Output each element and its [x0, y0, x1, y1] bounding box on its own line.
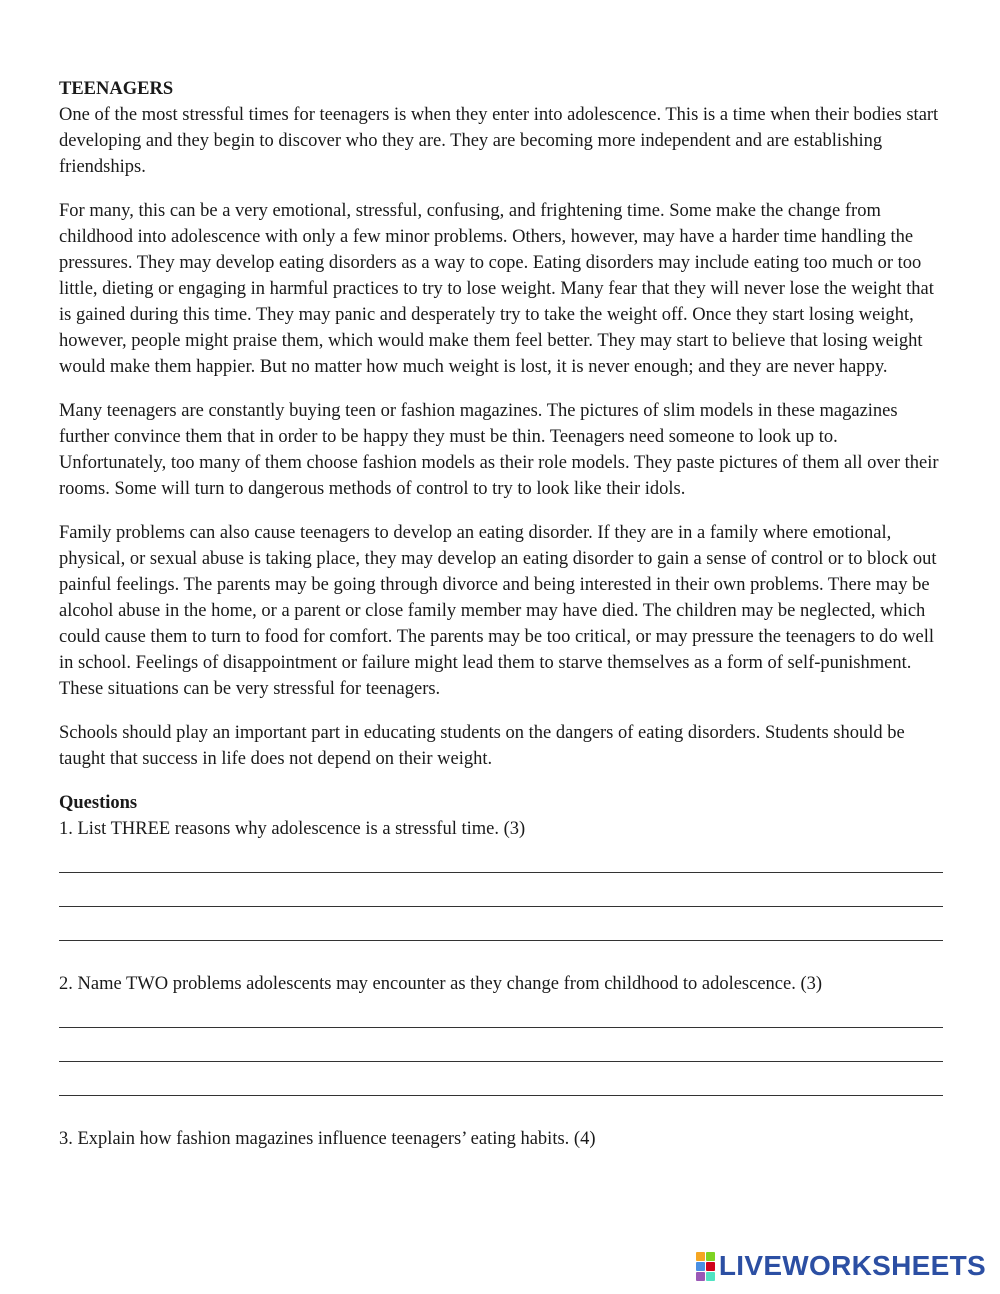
paragraph-3: Many teenagers are constantly buying teen or fashion magazines. The pictures of slim models in these magazines further convince them that in order to be happy they must be thin. Teenagers need someone to look up to. Unfortunately, too many of them choose fashion models as their role models. They paste pictures of them all over their rooms. Some will turn to dangerous methods of control to try to look like their idols. — [59, 401, 939, 499]
question-2-answer-area — [59, 994, 943, 1096]
paragraph-2: For many, this can be a very emotional, stressful, confusing, and frightening time. Some make the change from childhood into adolescence with only a few minor problems. Others, however, may have a harder time handling the pressures. They may develop eating disorders as a way to cope. Eating disorders may include eating too much or too little, dieting or engaging in harmful practices to try to lose weight. Many fear that they will never lose the weight that is gained during this time. They may panic and desperately try to take the weight off. Once they start losing weight, however, people might praise them, which would make them feel better. They may start to believe that losing weight would make them happier. But no matter how much weight is lost, it is never enough; and they are never happy. — [59, 201, 934, 377]
answer-line[interactable] — [59, 839, 943, 873]
answer-line[interactable] — [59, 1028, 943, 1062]
answer-line[interactable] — [59, 1062, 943, 1096]
question-1-text: 1. List THREE reasons why adolescence is a stressful time. (3) — [59, 819, 526, 839]
paragraph-4: Family problems can also cause teenagers to develop an eating disorder. If they are in a family where emotional, physical, or sexual abuse is taking place, they may develop an eating disorder to gain a sense of control or to block out painful feelings. The parents may be going through divorce and being interested in their own problems. There may be alcohol abuse in the home, or a parent or close family member may have died. The children may be neglected, which could cause them to turn to food for comfort. The parents may be too critical, or may pressure the teenagers to do well in school. Feelings of disappointment or failure might lead them to starve themselves as a form of self-punishment. These situations can be very stressful for teenagers. — [59, 523, 937, 699]
worksheet-page — [59, 76, 943, 1152]
answer-line[interactable] — [59, 907, 943, 941]
question-3-text: 3. Explain how fashion magazines influence teenagers’ eating habits. (4) — [59, 1129, 596, 1149]
questions-heading: Questions — [59, 793, 138, 813]
liveworksheets-logo-icon — [696, 1252, 715, 1281]
document-title: TEENAGERS — [59, 79, 174, 99]
answer-line[interactable] — [59, 873, 943, 907]
liveworksheets-logo — [696, 1252, 986, 1280]
question-1-answer-area — [59, 839, 943, 941]
question-2-text: 2. Name TWO problems adolescents may encounter as they change from childhood to adolescence. (3) — [59, 974, 823, 994]
answer-line[interactable] — [59, 994, 943, 1028]
paragraph-1: One of the most stressful times for teenagers is when they enter into adolescence. This is a time when their bodies start developing and they begin to discover who they are. They are becoming more independent and are establishing friendships. — [59, 105, 939, 177]
logo-text: LIVEWORKSHEETS — [718, 1250, 986, 1281]
paragraph-5: Schools should play an important part in educating students on the dangers of eating disorders. Students should be taught that success in life does not depend on their weight. — [59, 723, 905, 769]
questions-section — [59, 790, 943, 1152]
